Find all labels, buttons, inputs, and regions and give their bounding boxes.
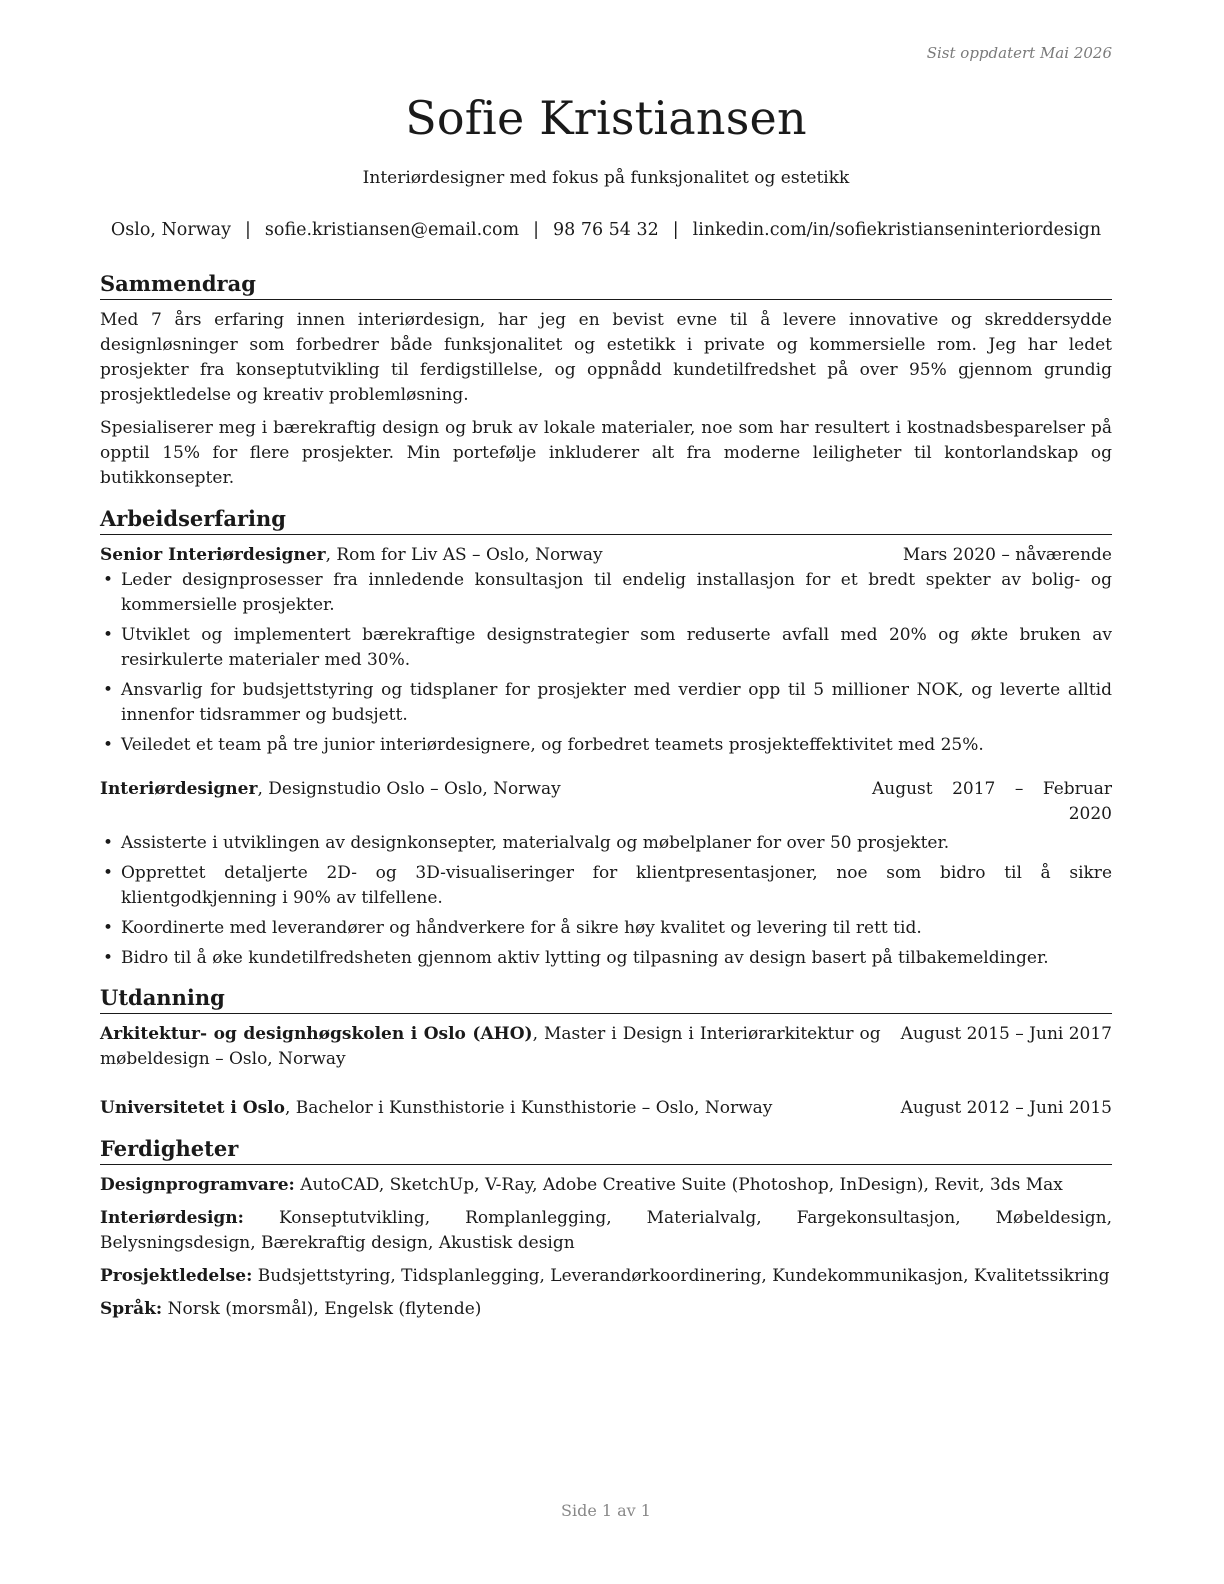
list-item bbox=[100, 733, 1112, 758]
education-school: Universitetet i Oslo bbox=[100, 1098, 285, 1118]
section-title-experience: Arbeidserfaring bbox=[100, 505, 1112, 535]
skill-label: Prosjektledelse: bbox=[100, 1266, 253, 1286]
bullet-icon: • bbox=[103, 918, 114, 938]
bullet-text: Bidro til å øke kundetilfredsheten gjennom aktiv lytting og tilpasning av design basert på tilbakemeldinger. bbox=[121, 948, 1049, 968]
job-dates: Mars 2020 – nåværende bbox=[902, 545, 1112, 565]
skill-row bbox=[100, 1206, 1112, 1256]
section-title-summary: Sammendrag bbox=[100, 270, 1112, 300]
skill-label: Designprogramvare: bbox=[100, 1175, 295, 1195]
skill-row bbox=[100, 1297, 1112, 1322]
section-title-education: Utdanning bbox=[100, 984, 1112, 1014]
tagline: Interiørdesigner med fokus på funksjonalitet og estetikk bbox=[362, 168, 850, 188]
job-company: , Designstudio Oslo – Oslo, Norway bbox=[257, 779, 561, 799]
contact-separator: | bbox=[245, 220, 251, 240]
job-role: Senior Interiørdesigner bbox=[100, 545, 326, 565]
candidate-name: Sofie Kristiansen bbox=[405, 91, 807, 145]
contact-separator: | bbox=[672, 220, 679, 240]
page-number: Side 1 av 1 bbox=[561, 1501, 651, 1520]
summary-paragraph: Med 7 års erfaring innen interiørdesign, har jeg en bevist evne til å levere innovative og skreddersydde designløsninger som forbedrer både funksjonalitet og estetikk i private og kommersielle rom. Jeg har ledet prosjekter fra konseptutvikling til ferdigstillelse, og oppnådd kundetilfredshet på over 95% gjennom grundig prosjektledelse og kreativ problemløsning. bbox=[100, 310, 1112, 405]
contact-linkedin[interactable]: linkedin.com/in/sofiekristianseninteriordesign bbox=[692, 220, 1102, 240]
job-header bbox=[100, 777, 1112, 827]
education-dates: August 2015 – Juni 2017 bbox=[900, 1024, 1112, 1044]
education-school: Arkitektur- og designhøgskolen i Oslo (AHO) bbox=[100, 1024, 533, 1044]
contact-email[interactable]: sofie.kristiansen@email.com bbox=[264, 220, 520, 240]
bullet-text: Veiledet et team på tre junior interiørdesignere, og forbedret teamets prosjekteffektivitet med 25%. bbox=[121, 735, 984, 755]
job-role: Interiørdesigner bbox=[100, 779, 258, 799]
skill-row bbox=[100, 1173, 1112, 1198]
skill-value: AutoCAD, SketchUp, V-Ray, Adobe Creative Suite (Photoshop, InDesign), Revit, 3ds Max bbox=[294, 1175, 1063, 1195]
job-company: , Rom for Liv AS – Oslo, Norway bbox=[325, 545, 603, 565]
bullet-text: Leder designprosesser fra innledende konsultasjon til endelig installasjon for et bredt spekter av bolig- og kommersielle prosjekter. bbox=[121, 570, 1112, 615]
bullet-text: Koordinerte med leverandører og håndverkere for å sikre høy kvalitet og levering til rett tid. bbox=[121, 918, 922, 938]
skill-value: Konseptutvikling, Romplanlegging, Materialvalg, Fargekonsultasjon, Møbeldesign, Belysningsdesign, Bærekraftig design, Akustisk design bbox=[100, 1208, 1112, 1253]
skill-label: Språk: bbox=[100, 1299, 163, 1319]
bullet-icon: • bbox=[103, 735, 114, 755]
bullet-text: Utviklet og implementert bærekraftige designstrategier som reduserte avfall med 20% og økte bruken av resirkulerte materialer med 30%. bbox=[121, 625, 1112, 670]
list-item bbox=[100, 568, 1112, 618]
skill-row bbox=[100, 1264, 1112, 1289]
bullet-icon: • bbox=[103, 570, 114, 590]
education-detail: , Bachelor i Kunsthistorie i Kunsthistorie – Oslo, Norway bbox=[284, 1098, 773, 1118]
job-header bbox=[100, 543, 1112, 568]
contact-phone: 98 76 54 32 bbox=[553, 220, 659, 240]
bullet-icon: • bbox=[103, 833, 114, 853]
bullet-text: Opprettet detaljerte 2D- og 3D-visualiseringer for klientpresentasjoner, noe som bidro til å sikre klientgodkjenning i 90% av tilfellene. bbox=[121, 863, 1112, 908]
list-item bbox=[100, 946, 1112, 971]
bullet-text: Ansvarlig for budsjettstyring og tidsplaner for prosjekter med verdier opp til 5 millioner NOK, og leverte alltid innenfor tidsrammer og budsjett. bbox=[121, 680, 1112, 725]
education-item bbox=[100, 1096, 1112, 1121]
list-item bbox=[100, 916, 1112, 941]
job-bullet-list bbox=[100, 568, 1112, 758]
skill-value: Norsk (morsmål), Engelsk (flytende) bbox=[162, 1299, 482, 1319]
bullet-text: Assisterte i utviklingen av designkonsepter, materialvalg og møbelplaner for over 50 prosjekter. bbox=[121, 833, 950, 853]
summary-paragraph: Spesialiserer meg i bærekraftig design og bruk av lokale materialer, noe som har resultert i kostnadsbesparelser på opptil 15% for flere prosjekter. Min portefølje inkluderer alt fra moderne leiligheter til kontorlandskap og butikkonsepter. bbox=[100, 418, 1112, 488]
contact-separator: | bbox=[533, 220, 539, 240]
bullet-icon: • bbox=[103, 680, 114, 700]
education-dates: August 2012 – Juni 2015 bbox=[900, 1098, 1112, 1118]
education-detail: , Master i Design i Interiørarkitektur og møbeldesign – Oslo, Norway bbox=[100, 1024, 881, 1069]
resume-page bbox=[100, 0, 1112, 1584]
section-title-skills: Ferdigheter bbox=[100, 1135, 1112, 1165]
bullet-icon: • bbox=[103, 625, 114, 645]
bullet-icon: • bbox=[103, 948, 114, 968]
contact-location: Oslo, Norway bbox=[110, 220, 232, 240]
resume-content bbox=[100, 270, 1112, 1330]
list-item bbox=[100, 678, 1112, 728]
contact-line bbox=[80, 220, 1132, 240]
job-dates: August 2017 – Februar 2020 bbox=[872, 779, 1112, 824]
list-item bbox=[100, 831, 1112, 856]
last-updated: Sist oppdatert Mai 2026 bbox=[926, 44, 1112, 62]
job-bullet-list bbox=[100, 831, 1112, 971]
list-item bbox=[100, 861, 1112, 911]
skill-label: Interiørdesign: bbox=[100, 1208, 244, 1228]
skill-value: Budsjettstyring, Tidsplanlegging, Leverandørkoordinering, Kundekommunikasjon, Kvalitetssikring bbox=[252, 1266, 1110, 1286]
education-item bbox=[100, 1022, 1112, 1072]
bullet-icon: • bbox=[103, 863, 114, 883]
list-item bbox=[100, 623, 1112, 673]
